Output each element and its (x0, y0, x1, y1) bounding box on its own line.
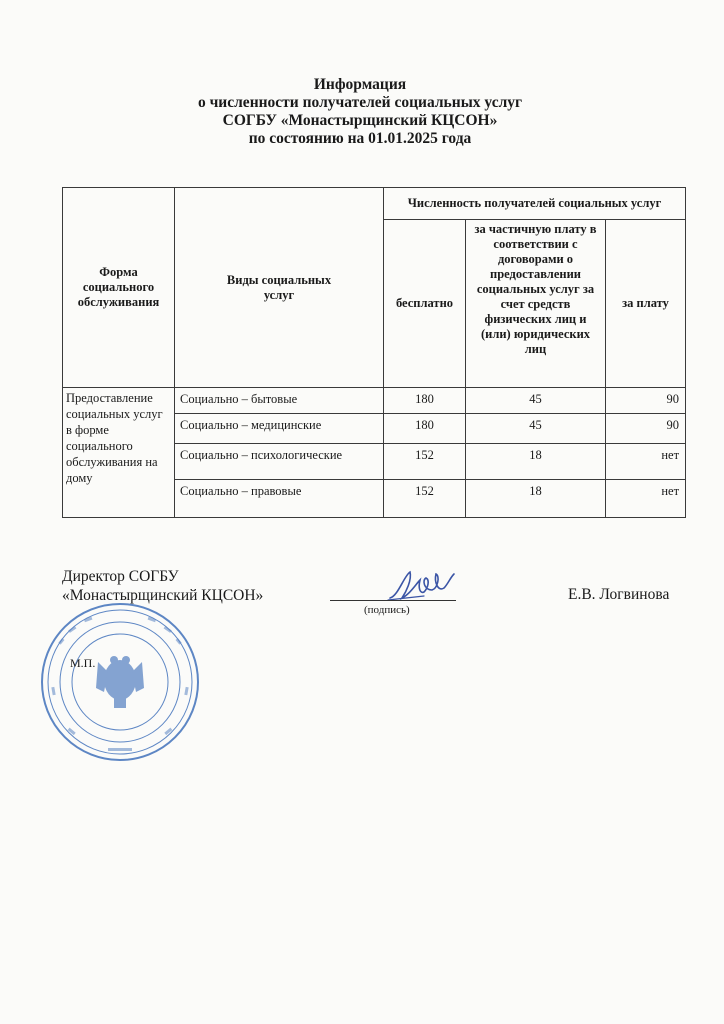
position-line-1: Директор СОГБУ (62, 568, 179, 585)
title-line-2: о численности получателей социальных услуг (197, 94, 523, 111)
title-line-3: СОГБУ «Монастырщинский КЦСОН» (222, 112, 498, 129)
document-title (100, 76, 620, 148)
free-cell: 152 (384, 444, 466, 480)
partial-cell: 18 (466, 480, 606, 518)
official-stamp (38, 600, 202, 764)
service-type-cell: Социально – медицинские (175, 414, 384, 444)
partial-cell: 18 (466, 444, 606, 480)
service-type-cell: Социально – психологические (175, 444, 384, 480)
paid-cell: 90 (606, 388, 686, 414)
table-row (63, 388, 686, 414)
header-service-types: Виды социальных услуг (175, 188, 384, 388)
header-row-1 (63, 188, 686, 220)
paid-cell: нет (606, 480, 686, 518)
header-form: Форма социального обслуживания (63, 188, 175, 388)
header-free: бесплатно (384, 220, 466, 388)
recipients-table (62, 187, 686, 518)
free-cell: 152 (384, 480, 466, 518)
service-type-cell: Социально – правовые (175, 480, 384, 518)
free-cell: 180 (384, 414, 466, 444)
signature-caption: (подпись) (364, 604, 410, 616)
paid-cell: нет (606, 444, 686, 480)
header-partial-payment: за частичную плату в соответствии с договорами о предоставлении социальных услуг за счет средств физических лиц и (или) юридических лиц (466, 220, 606, 388)
header-recipients-count: Численность получателей социальных услуг (384, 188, 686, 220)
service-type-cell: Социально – бытовые (175, 388, 384, 414)
title-line-1: Информация (313, 76, 407, 93)
signature-line (330, 600, 456, 601)
director-name: Е.В. Логвинова (568, 586, 670, 603)
paid-cell: 90 (606, 414, 686, 444)
partial-cell: 45 (466, 414, 606, 444)
free-cell: 180 (384, 388, 466, 414)
partial-cell: 45 (466, 388, 606, 414)
header-paid: за плату (606, 220, 686, 388)
title-line-4: по состоянию на 01.01.2025 года (248, 130, 472, 147)
stamp-place-label: М.П. (70, 656, 96, 670)
position-line-2: «Монастырщинский КЦСОН» (62, 587, 264, 604)
form-cell: Предоставление социальных услуг в форме социального обслуживания на дому (63, 388, 175, 518)
